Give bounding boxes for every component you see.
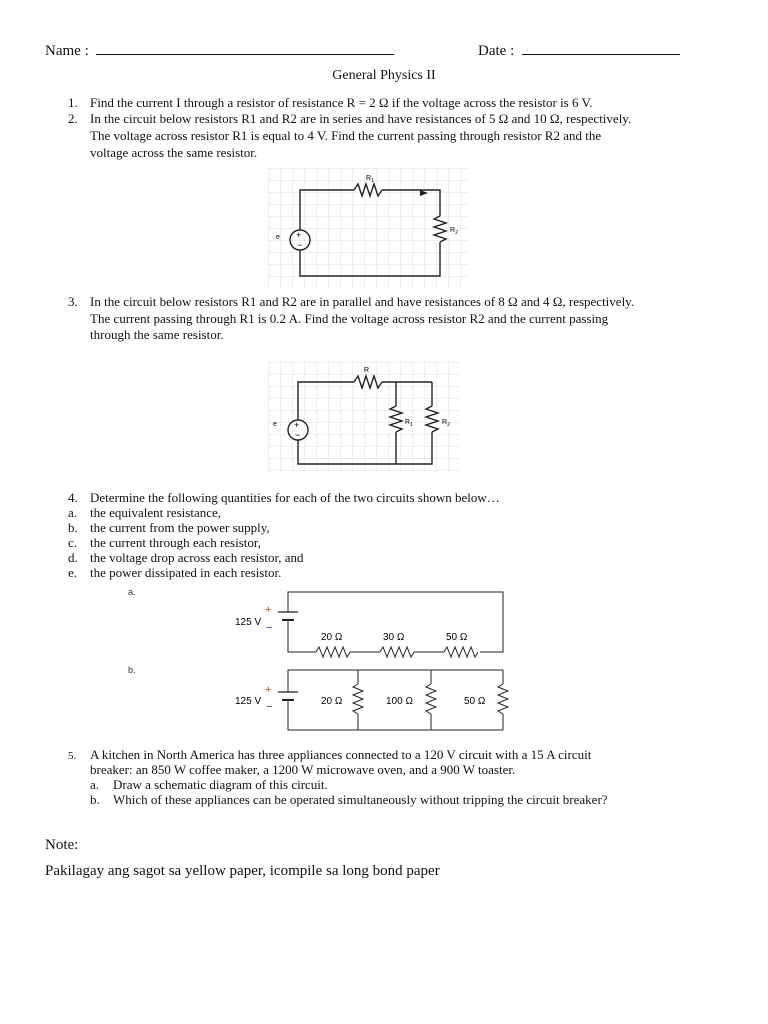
resistor-a-20 [316, 647, 350, 657]
wire-b-top [288, 670, 503, 692]
circuit-a-figure [120, 584, 520, 660]
q5-item-a-letter: a. [90, 777, 100, 792]
q3-number: 3. [68, 294, 78, 309]
wire-a-outer [288, 592, 503, 652]
q4-item-a: the equivalent resistance, [90, 505, 222, 520]
q3-line-2: The current passing through R1 is 0.2 A. Find the voltage across resistor R2 and the current passing [90, 311, 609, 326]
circuit-b-label: b. [128, 665, 136, 675]
resistor-b-50 [498, 684, 508, 714]
date-field [478, 40, 680, 59]
circuit-b-r3-label: 50 Ω [464, 696, 486, 707]
r1-label: $R_1$ [405, 419, 413, 428]
r-label: R [364, 367, 370, 374]
note-text: Pakilagay ang sagot sa yellow paper, icompile sa long bond paper [45, 863, 440, 879]
source-label: e [276, 234, 280, 241]
date-label: Date : [478, 43, 515, 59]
q5-item-a: Draw a schematic diagram of this circuit. [113, 777, 328, 792]
q5-item-b: Which of these appliances can be operated simultaneously without tripping the circuit breaker? [113, 792, 608, 807]
r2-label: $R_2$ [450, 227, 458, 236]
page-title: General Physics II [332, 68, 436, 83]
q2-line-3: voltage across the same resistor. [90, 145, 258, 160]
q4-item-e-letter: e. [68, 565, 78, 580]
resistor-b-100 [426, 684, 436, 714]
q3-line-3: through the same resistor. [90, 327, 224, 342]
name-field [45, 40, 394, 59]
q2-number: 2. [68, 111, 78, 126]
resistor-b-20 [353, 684, 363, 714]
q4-item-e: the power dissipated in each resistor. [90, 565, 282, 580]
r2-label: $R_2$ [442, 419, 450, 428]
q4-item-b-letter: b. [68, 520, 78, 535]
circuit-a-r2-label: 30 Ω [383, 632, 405, 643]
battery-b-plus: + [265, 684, 272, 696]
resistor-a-50 [444, 647, 478, 657]
battery-a-minus: − [266, 622, 273, 634]
name-blank [96, 40, 394, 55]
q4-item-c-letter: c. [68, 535, 78, 550]
q4-item-c: the current through each resistor, [90, 535, 261, 550]
q4-item-d: the voltage drop across each resistor, and [90, 550, 304, 565]
circuit-a-r3-label: 50 Ω [446, 632, 468, 643]
q1-number: 1. [68, 95, 78, 110]
parallel-circuit-figure [268, 362, 460, 474]
q4-item-d-letter: d. [68, 550, 78, 565]
source-plus: + [296, 230, 302, 240]
note-heading: Note: [45, 837, 79, 853]
q2-line-1: In the circuit below resistors R1 and R2 are in series and have resistances of 5 Ω and 10 Ω, respectively. [90, 111, 632, 126]
circuit-b-r1-label: 20 Ω [321, 696, 343, 707]
series-circuit-figure [268, 168, 468, 288]
name-label: Name : [45, 43, 89, 59]
date-blank [522, 40, 680, 55]
circuit-b-r2-label: 100 Ω [386, 696, 413, 707]
q4-item-a-letter: a. [68, 505, 78, 520]
circuit-b-voltage: 125 V [235, 696, 262, 707]
q5-line-1: A kitchen in North America has three appliances connected to a 120 V circuit with a 15 A circuit [90, 747, 592, 762]
q2-line-2: The voltage across resistor R1 is equal to 4 V. Find the current passing through resistor R2 and the [90, 128, 602, 143]
wire-a-left [288, 620, 316, 652]
source-minus: − [295, 430, 301, 440]
circuit-a-label: a. [128, 587, 136, 597]
r1-label: $R_1$ [366, 175, 374, 184]
q3-line-1: In the circuit below resistors R1 and R2 are in parallel and have resistances of 8 Ω and 4 Ω, respectively. [90, 294, 635, 309]
battery-b-minus: − [266, 701, 273, 713]
circuit-a-r1-label: 20 Ω [321, 632, 343, 643]
source-label: e [273, 421, 277, 428]
q5-number: 5. [68, 750, 77, 762]
q4-text: Determine the following quantities for each of the two circuits shown below… [90, 490, 500, 505]
q5-line-2: breaker: an 850 W coffee maker, a 1200 W microwave oven, and a 900 W toaster. [90, 762, 516, 777]
q4-item-b: the current from the power supply, [90, 520, 270, 535]
circuit-b-figure [120, 662, 520, 738]
resistor-a-30 [380, 647, 414, 657]
q5-item-b-letter: b. [90, 792, 100, 807]
source-minus: − [297, 240, 303, 250]
q1-text: Find the current I through a resistor of resistance R = 2 Ω if the voltage across the resistor is 6 V. [90, 95, 593, 110]
circuit-a-voltage: 125 V [235, 617, 262, 628]
source-plus: + [294, 420, 300, 430]
battery-a-plus: + [265, 604, 272, 616]
q4-number: 4. [68, 490, 78, 505]
